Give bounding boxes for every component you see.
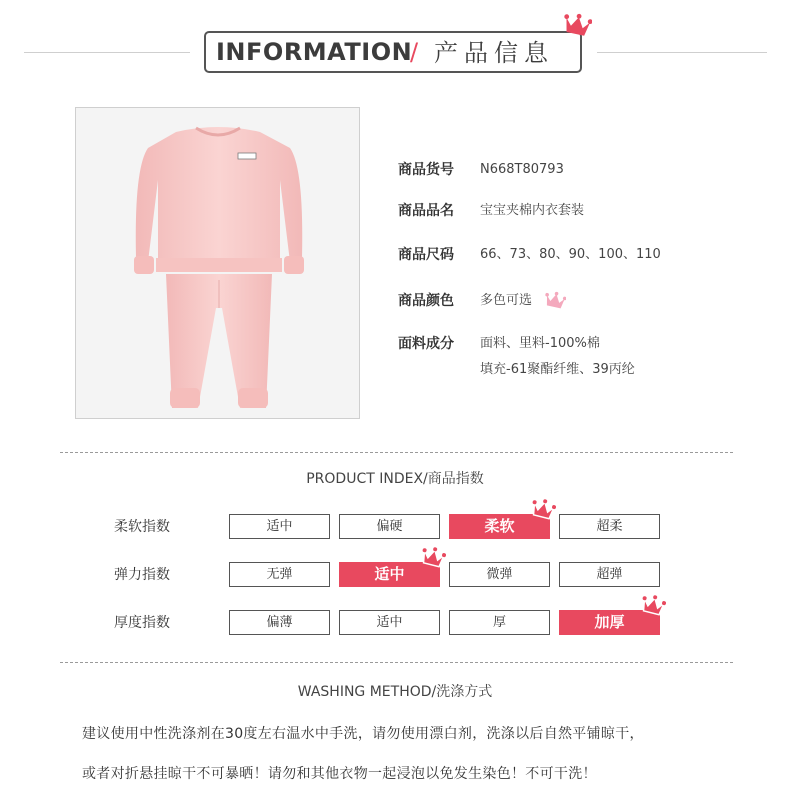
info-label: 商品尺码 (398, 247, 454, 263)
index-label: 弹力指数 (114, 567, 170, 583)
crown-icon (562, 12, 592, 38)
index-option: 适中 (339, 610, 440, 635)
info-value: 填充-61聚酯纤维、39丙纶 (480, 362, 635, 377)
header-slash: / (410, 38, 419, 66)
baby-set-illustration (76, 108, 360, 419)
crown-outline-icon (530, 498, 556, 522)
info-label: 商品货号 (398, 162, 454, 178)
index-option: 偏硬 (339, 514, 440, 539)
index-option: 超柔 (559, 514, 660, 539)
index-label: 柔软指数 (114, 519, 170, 535)
index-option-selected: 适中 (339, 562, 440, 587)
divider (60, 452, 733, 453)
product-index-title: PRODUCT INDEX/商品指数 (306, 471, 484, 487)
info-value: N668T80793 (480, 162, 564, 177)
header-title-cn: 产品信息 (434, 39, 554, 67)
info-value: 66、73、80、90、100、110 (480, 247, 661, 262)
divider (60, 662, 733, 663)
product-photo (75, 107, 360, 419)
index-option-selected: 加厚 (559, 610, 660, 635)
header-divider-right (597, 52, 767, 53)
crown-outline-icon (640, 594, 666, 618)
info-value: 宝宝夹棉内衣套装 (480, 203, 585, 218)
index-option: 厚 (449, 610, 550, 635)
washing-title: WASHING METHOD/洗涤方式 (297, 684, 493, 700)
index-option: 超弹 (559, 562, 660, 587)
washing-text-line: 建议使用中性洗涤剂在30度左右温水中手洗，请勿使用漂白剂，洗涤以后自然平铺晾干， (82, 726, 644, 742)
info-label: 面料成分 (398, 336, 454, 352)
index-option-selected: 柔软 (449, 514, 550, 539)
header-title-en: INFORMATION (216, 38, 413, 66)
washing-text-line: 或者对折悬挂晾干不可暴晒！请勿和其他衣物一起浸泡以免发生染色！不可干洗！ (82, 766, 597, 782)
crown-outline-icon (420, 546, 446, 570)
info-label: 商品颜色 (398, 293, 454, 309)
info-label: 商品品名 (398, 203, 454, 219)
index-option: 偏薄 (229, 610, 330, 635)
index-option: 微弹 (449, 562, 550, 587)
crown-icon (544, 291, 566, 311)
index-option: 适中 (229, 514, 330, 539)
index-label: 厚度指数 (114, 615, 170, 631)
index-option: 无弹 (229, 562, 330, 587)
header-divider-left (24, 52, 190, 53)
info-value: 多色可选 (480, 293, 533, 308)
info-value: 面料、里料-100%棉 (480, 336, 600, 351)
